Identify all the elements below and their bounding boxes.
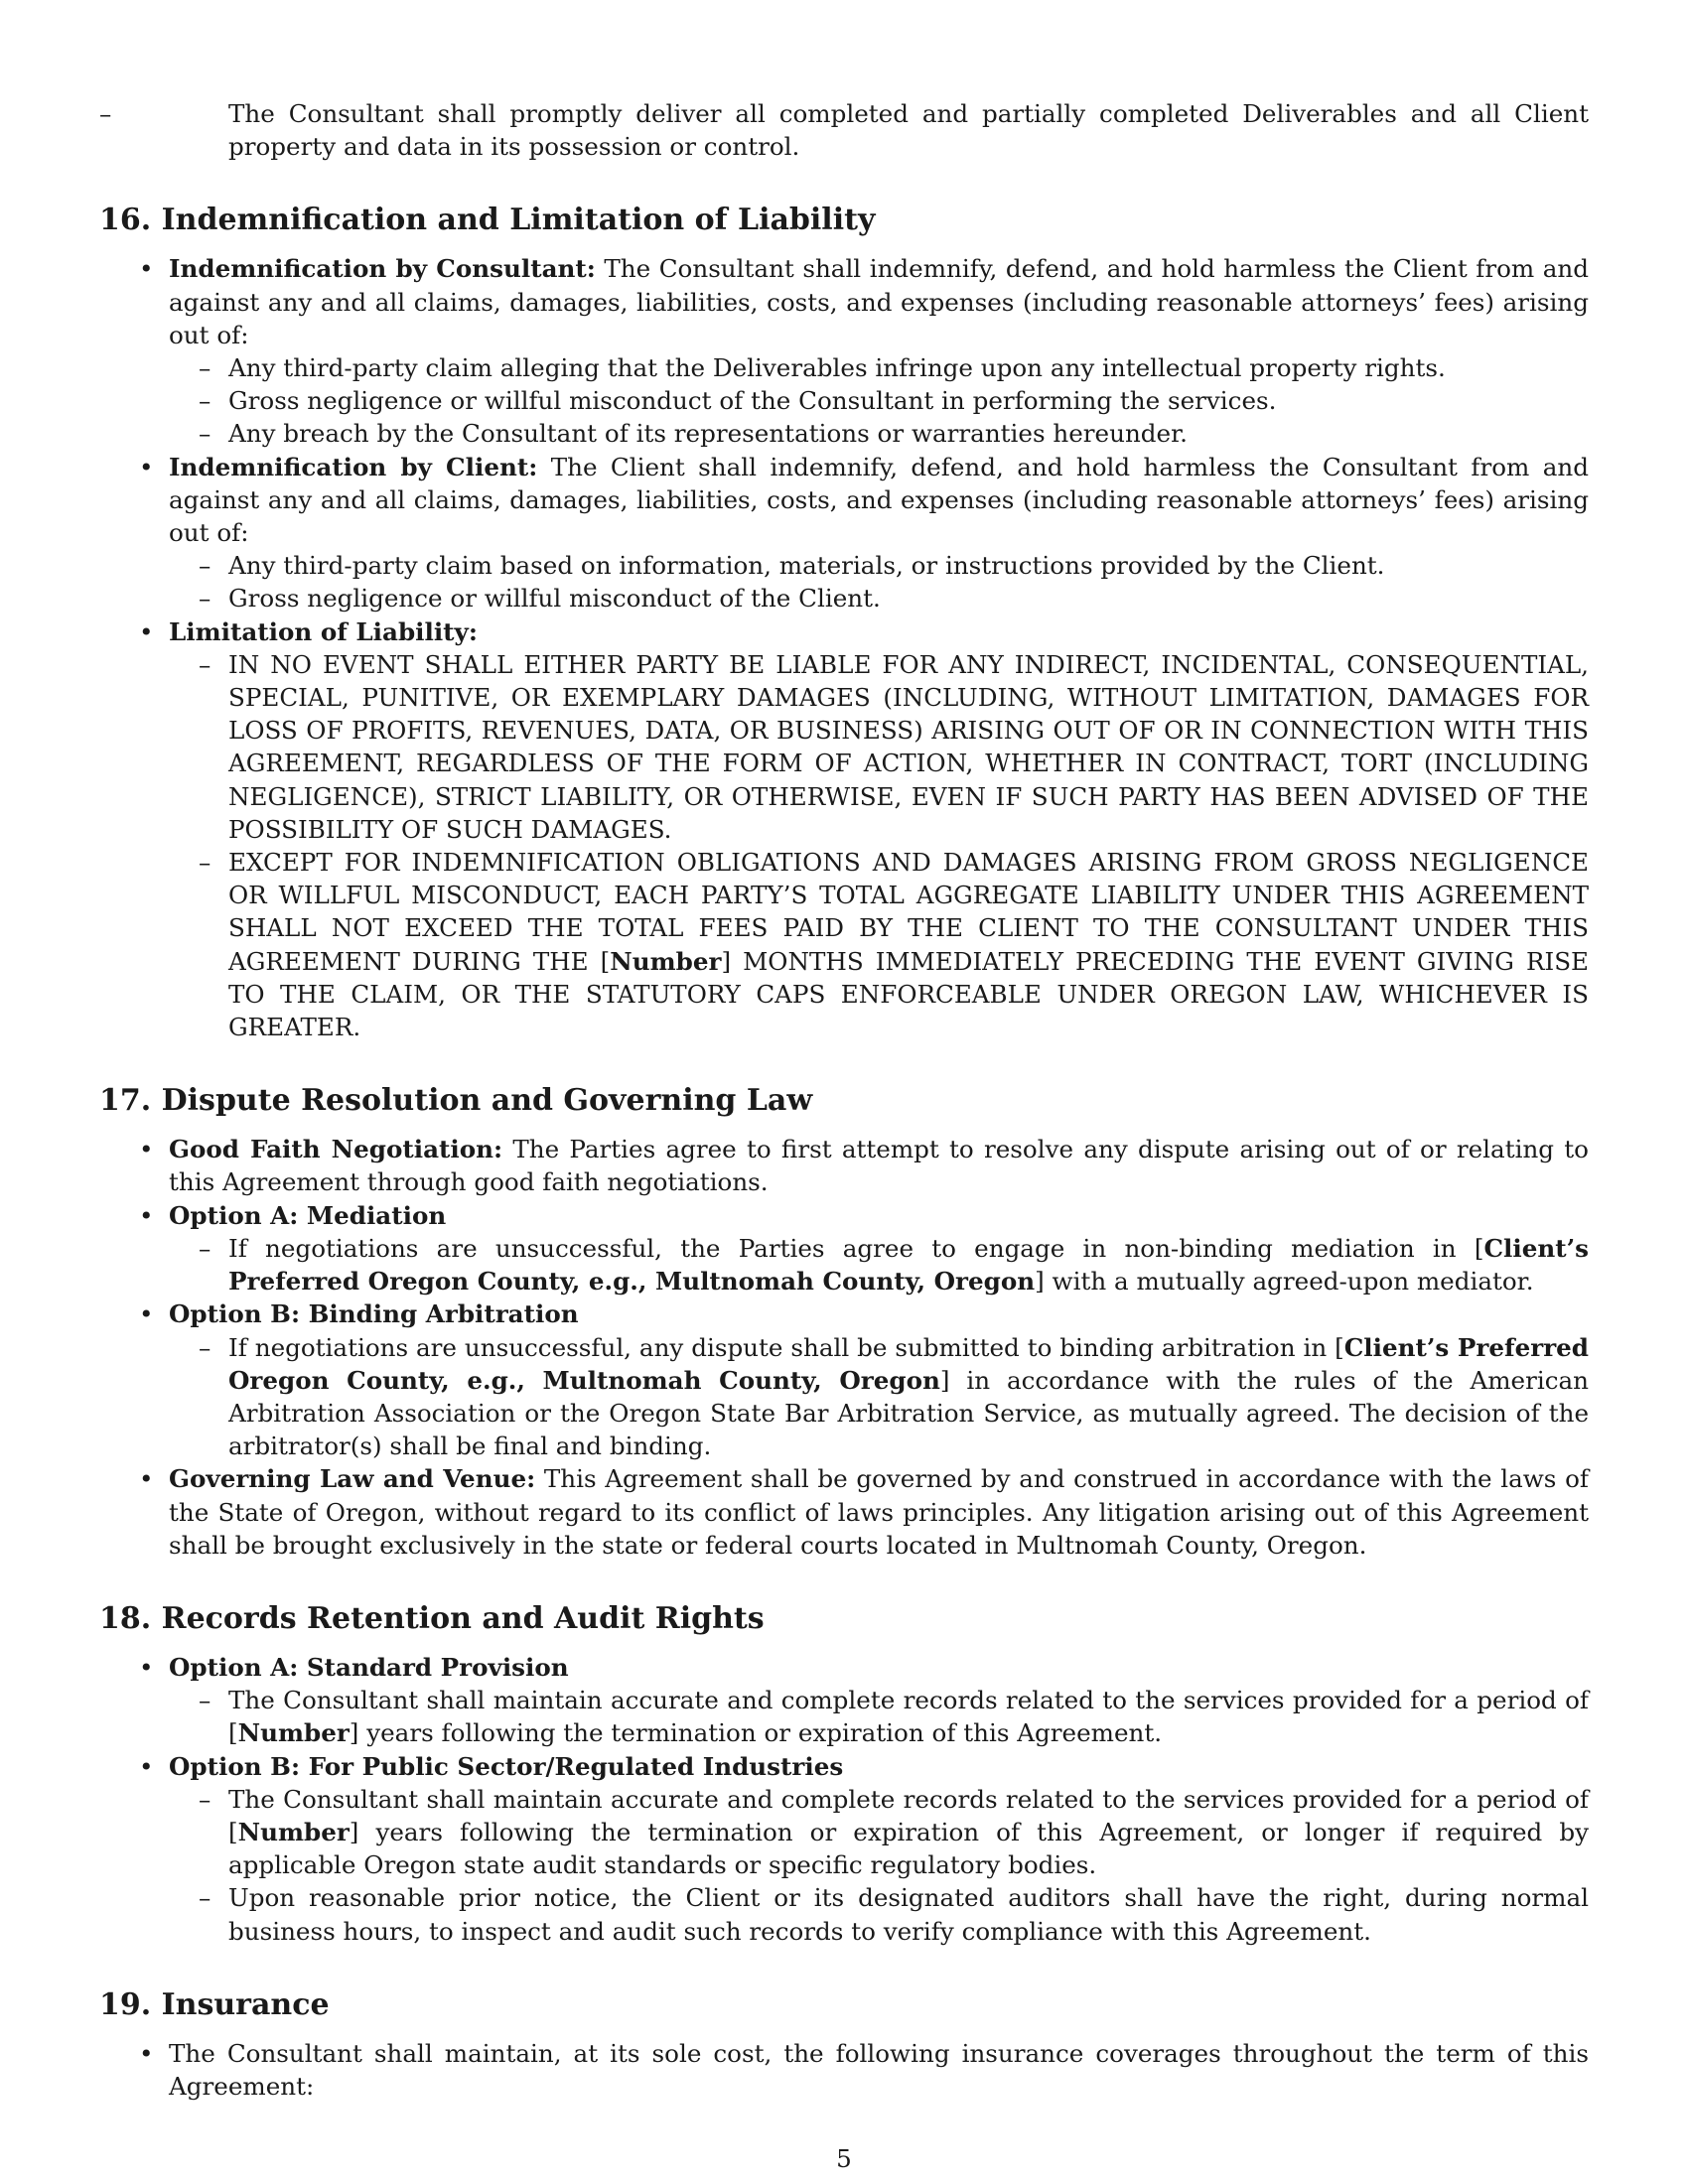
list-item [99, 1651, 1589, 1750]
sub-item [169, 384, 1589, 417]
sub-item [169, 846, 1589, 1043]
sub-item [169, 1684, 1589, 1749]
list-item-text: The Consultant shall promptly deliver all completed and partially completed Deliverables and all Client property and data in its possession or control. [228, 99, 1589, 162]
section-heading: 16. Indemnification and Limitation of Liability [99, 203, 876, 238]
item-label: Option A: Mediation [169, 1200, 447, 1230]
sub-item [169, 417, 1589, 450]
sub-item-text: The Consultant shall maintain accurate and complete records related to the services provided for a period of [ [228, 1784, 1589, 1846]
placeholder-field: Number [237, 1718, 350, 1748]
item-text: The Client shall indemnify, defend, and hold harmless the Consultant from and against any and all claims, damages, liabilities, costs, and expenses (including reasonable attorneys’ fees) arising out of: [169, 452, 1590, 548]
sub-item [169, 582, 1589, 614]
list-item [99, 252, 1589, 450]
item-label: Governing Law and Venue: [169, 1464, 536, 1494]
sub-item-text: Any breach by the Consultant of its representations or warranties hereunder. [228, 419, 1188, 449]
list-item [99, 1133, 1589, 1198]
item-text: The Consultant shall maintain, at its sole cost, the following insurance coverages throughout the term of this Agreement: [169, 2038, 1589, 2101]
sub-item-text: IN NO EVENT SHALL EITHER PARTY BE LIABLE FOR ANY INDIRECT, INCIDENTAL, CONSEQUENTIAL, SPECIAL, PUNITIVE, OR EXEMPLARY DAMAGES (INCLUDING, WITHOUT LIMITATION, DAMAGES FOR LOSS OF PROFITS, REVENUES, DATA, OR BUSINESS) ARISING OUT OF OR IN CONNECTION WITH THIS AGREEMENT, REGARDLESS OF THE FORM OF ACTION, WHETHER IN CONTRACT, TORT (INCLUDING NEGLIGENCE), STRICT LIABILITY, OR OTHERWISE, EVEN IF SUCH PARTY HAS BEEN ADVISED OF THE POSSIBILITY OF SUCH DAMAGES. [228, 649, 1589, 844]
sub-item-text: EXCEPT FOR INDEMNIFICATION OBLIGATIONS AND DAMAGES ARISING FROM GROSS NEGLIGENCE OR WILLFUL MISCONDUCT, EACH PARTY’S TOTAL AGGREGATE LIABILITY UNDER THIS AGREEMENT SHALL NOT EXCEED THE TOTAL FEES PAID BY THE CLIENT TO THE CONSULTANT UNDER THIS AGREEMENT DURING THE [ [228, 848, 1589, 976]
continued-list [99, 97, 1589, 163]
sub-item-text: Any third-party claim based on information, materials, or instructions provided by the Client. [228, 551, 1385, 581]
item-label: Indemnification by Client: [169, 452, 538, 481]
list-item [99, 1462, 1589, 1562]
sub-item-text: ] in accordance with the rules of the American Arbitration Association or the Oregon State Bar Arbitration Service, as mutually agreed. The decision of the arbitrator(s) shall be final and binding. [228, 1365, 1589, 1461]
item-label: Option A: Standard Provision [169, 1652, 569, 1682]
section-19-list [99, 2037, 1589, 2103]
sub-item-text: The Consultant shall maintain accurate and complete records related to the services provided for a period of [ [228, 1686, 1589, 1748]
sub-item-text: ] with a mutually agreed-upon mediator. [1035, 1267, 1534, 1297]
placeholder-field: Number [610, 946, 722, 976]
list-item [99, 2037, 1589, 2103]
sub-item [169, 1331, 1589, 1463]
section-18-list [99, 1651, 1589, 1948]
list-item [0, 97, 1589, 163]
sub-item [169, 549, 1589, 582]
item-label: Option B: For Public Sector/Regulated Industries [169, 1751, 844, 1781]
sub-item [169, 648, 1589, 846]
section-heading: 19. Insurance [99, 1986, 330, 2022]
item-label: Option B: Binding Arbitration [169, 1299, 579, 1329]
sub-item [169, 1881, 1589, 1947]
item-text: The Consultant shall indemnify, defend, and hold harmless the Client from and against any and all claims, damages, liabilities, costs, and expenses (including reasonable attorneys’ fees) arising out of: [169, 254, 1590, 349]
list-item [99, 1297, 1589, 1462]
sub-item-text: Upon reasonable prior notice, the Client or its designated auditors shall have the right, during normal business hours, to inspect and audit such records to verify compliance with this Agreement. [228, 1883, 1589, 1946]
section-16-list [99, 252, 1589, 1043]
placeholder-field: Client’s Preferred Oregon County, e.g., Multnomah County, Oregon [228, 1233, 1589, 1297]
list-item [99, 615, 1589, 1044]
sub-item-text: If negotiations are unsuccessful, any dispute shall be submitted to binding arbitration in [ [228, 1332, 1344, 1362]
list-item [99, 451, 1589, 615]
section-heading: 18. Records Retention and Audit Rights [99, 1600, 765, 1636]
sub-item-text: ] MONTHS IMMEDIATELY PRECEDING THE EVENT GIVING RISE TO THE CLAIM, OR THE STATUTORY CAPS ENFORCEABLE UNDER OREGON LAW, WHICHEVER IS GREATER. [228, 946, 1589, 1042]
section-heading: 17. Dispute Resolution and Governing Law [99, 1083, 813, 1119]
document-page [99, 97, 1589, 2103]
placeholder-field: Number [237, 1817, 350, 1846]
item-text: The Parties agree to first attempt to resolve any dispute arising out of or relating to this Agreement through good faith negotiations. [169, 1135, 1589, 1197]
sub-item [169, 1232, 1589, 1297]
sub-item-text: Gross negligence or willful misconduct of the Client. [228, 584, 881, 614]
page-number: 5 [836, 2144, 852, 2173]
section-17-list [99, 1133, 1589, 1562]
item-text: This Agreement shall be governed by and construed in accordance with the laws of the State of Oregon, without regard to its conflict of laws principles. Any litigation arising out of this Agreement shall be brought exclusively in the state or federal courts located in Multnomah County, Oregon. [169, 1464, 1589, 1560]
sub-item-text: ] years following the termination or expiration of this Agreement, or longer if required by applicable Oregon state audit standards or specific regulatory bodies. [228, 1817, 1589, 1880]
item-label: Good Faith Negotiation: [169, 1135, 503, 1164]
sub-item-text: Gross negligence or willful misconduct of the Consultant in performing the services. [228, 386, 1277, 416]
placeholder-field: Client’s Preferred Oregon County, e.g., Multnomah County, Oregon [228, 1332, 1589, 1395]
sub-item [169, 1783, 1589, 1882]
sub-item-text: ] years following the termination or expiration of this Agreement. [349, 1718, 1163, 1748]
sub-item-text: Any third-party claim alleging that the Deliverables infringe upon any intellectual property rights. [228, 353, 1446, 383]
list-item [99, 1750, 1589, 1948]
list-item [99, 1199, 1589, 1298]
item-label: Limitation of Liability: [169, 616, 478, 646]
item-label: Indemnification by Consultant: [169, 254, 596, 284]
sub-item-text: If negotiations are unsuccessful, the Parties agree to engage in non-binding mediation in [ [228, 1233, 1484, 1263]
sub-item [169, 351, 1589, 384]
